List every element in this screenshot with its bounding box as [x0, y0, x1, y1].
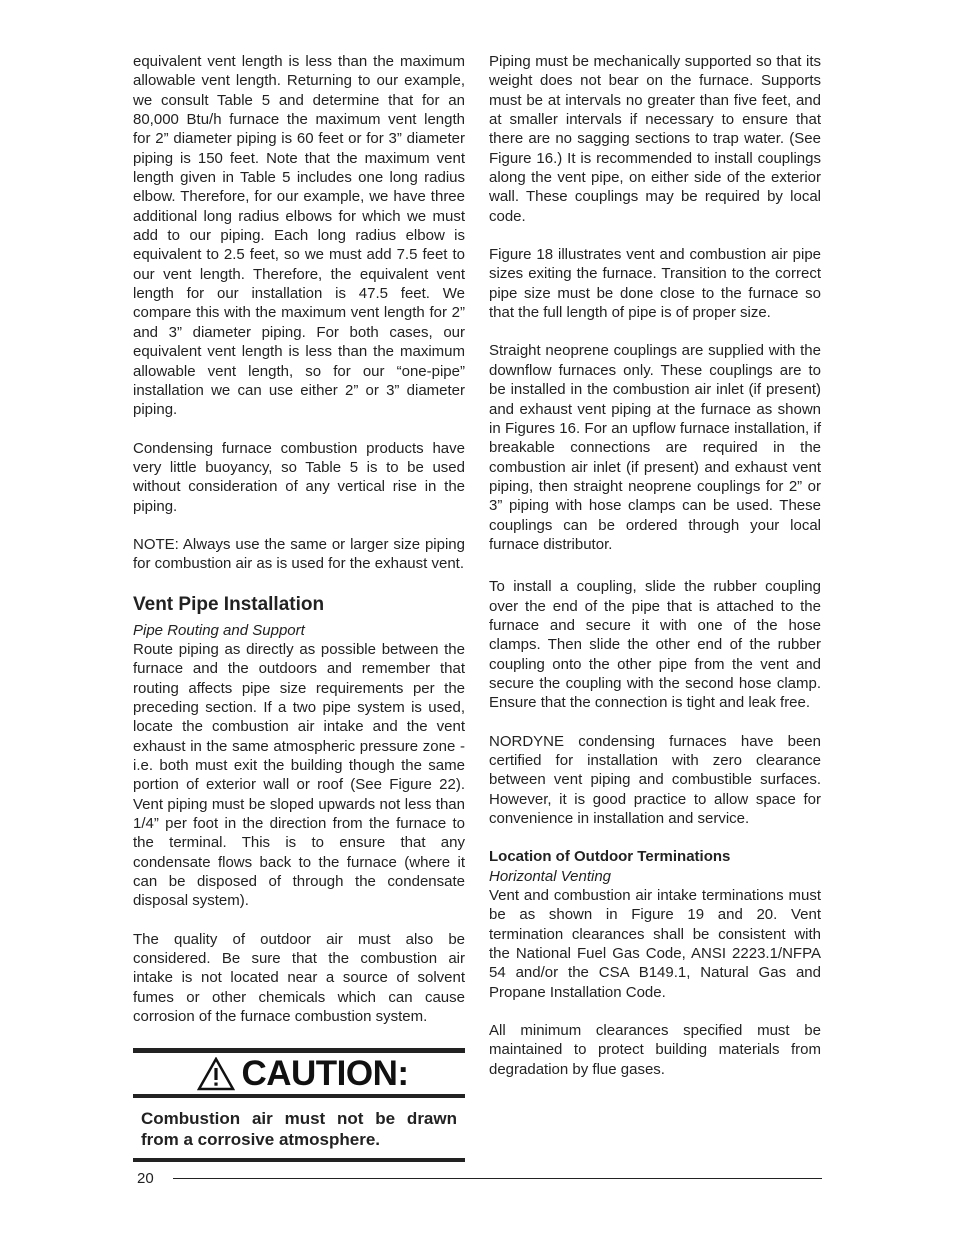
paragraph-neoprene-couplings: Straight neoprene couplings are supplied with the downflow furnaces only. These couplings are to be installed in the combustion air inlet (if present) and exhaust vent piping at the furnace as shown in Figures 16. For an upflow furnace installation, if breakable connections are required in the combustion air inlet (if present) and exhaust vent piping, then straight neoprene couplings for 2” or 3” piping with hose clamps can be used. These couplings can be ordered through your local furnace distributor. — [489, 342, 821, 553]
heading-outdoor-terminations: Location of Outdoor Terminations — [489, 848, 731, 866]
paragraph-terminations: Vent and combustion air intake terminations must be as shown in Figure 19 and 20. Vent termination clearances shall be consistent with the National Fuel Gas Code, ANSI 2223.1/NFPA 54 and/or the CSA B149.1, Natural Gas and Propane Installation Code. — [489, 887, 821, 1001]
paragraph-routing: Route piping as directly as possible between the furnace and the outdoors and remember that routing affects pipe size requirements per the preceding section. If a two pipe system is used, locate the combustion air intake and the vent exhaust in the same atmospheric pressure zone - i.e. both must exit the building though the same portion of exterior wall or roof (See Figure 22). Vent piping must be sloped upwards not less than 1/4” per foot in the direction from the furnace to the terminal. This is to ensure that any condensate flows back to the furnace (where it can be disposed of through the condensate disposal system). — [133, 640, 465, 910]
caution-banner — [133, 1053, 465, 1094]
footer-rule — [173, 1178, 822, 1179]
paragraph-zero-clearance: NORDYNE condensing furnaces have been certified for installation with zero clearance between vent piping and combustible surfaces. However, it is good practice to allow space for convenience in installation and service. — [489, 732, 821, 828]
paragraph-vent-length: equivalent vent length is less than the maximum allowable vent length. Returning to our example, we consult Table 5 and determine that for an 80,000 Btu/h furnace the maximum vent length for 2” diameter piping is 60 feet or for 3” diameter piping is 150 feet. Note that the maximum vent length given in Table 5 includes one long radius elbow. Therefore, for our example, we have three additional long radius elbows for which we must add to our piping. Each long radius elbow is equivalent to 2.5 feet, so we must add 7.5 feet to our vent length. Therefore, the equivalent vent length for our installation is 47.5 feet. We compare this with the maximum vent length for 2” and 3” diameter piping. For both cases, our equivalent vent length is less than the maximum allowable vent length, so for our “one-pipe” installation we can use either 2” or 3” diameter piping. — [133, 53, 465, 419]
paragraph-minimum-clearances: All minimum clearances specified must be maintained to protect building materials from degradation by flue gases. — [489, 1022, 821, 1078]
page-number: 20 — [137, 1170, 154, 1187]
paragraph-install-coupling: To install a coupling, slide the rubber coupling over the end of the pipe that is attached to the furnace and secure it with one of the hose clamps. Then slide the other end of the rubber coupling onto the other pipe from the vent and secure the coupling with the second hose clamp. Ensure that the connection is tight and leak free. — [489, 578, 821, 712]
paragraph-note: NOTE: Always use the same or larger size piping for combustion air as is used for the exhaust vent. — [133, 535, 465, 573]
left-column — [133, 52, 465, 1045]
caution-box — [133, 1048, 465, 1162]
caution-title: CAUTION: — [241, 1053, 409, 1093]
caution-bottom-rule — [133, 1158, 465, 1162]
caution-message: Combustion air must not be drawn from a corrosive atmosphere. — [141, 1109, 457, 1149]
right-column — [489, 52, 821, 1098]
subheading-pipe-routing: Pipe Routing and Support — [133, 621, 305, 639]
paragraph-piping-support: Piping must be mechanically supported so that its weight does not bear on the furnace. Supports must be at intervals no greater than five feet, and at smaller intervals if necessary to ensure that there are no sagging sections to trap water. (See Figure 16.) It is recommended to install couplings along the vent pipe, on either side of the exterior wall. These couplings may be required by local code. — [489, 53, 821, 225]
paragraph-outdoor-air: The quality of outdoor air must also be considered. Be sure that the combustion air intake is not located near a source of solvent fumes or other chemicals which can cause corrosion of the furnace combustion system. — [133, 930, 465, 1026]
section-heading-vent-pipe-installation: Vent Pipe Installation — [133, 593, 325, 615]
warning-triangle-icon — [197, 1057, 235, 1091]
paragraph-figure-18: Figure 18 illustrates vent and combustion air pipe sizes exiting the furnace. Transition to the correct pipe size must be done close to the furnace so that the full length of pipe is of proper size. — [489, 246, 821, 322]
subheading-horizontal-venting: Horizontal Venting — [489, 867, 612, 885]
paragraph-buoyancy: Condensing furnace combustion products have very little buoyancy, so Table 5 is to be used without consideration of any vertical rise in the piping. — [133, 439, 465, 515]
